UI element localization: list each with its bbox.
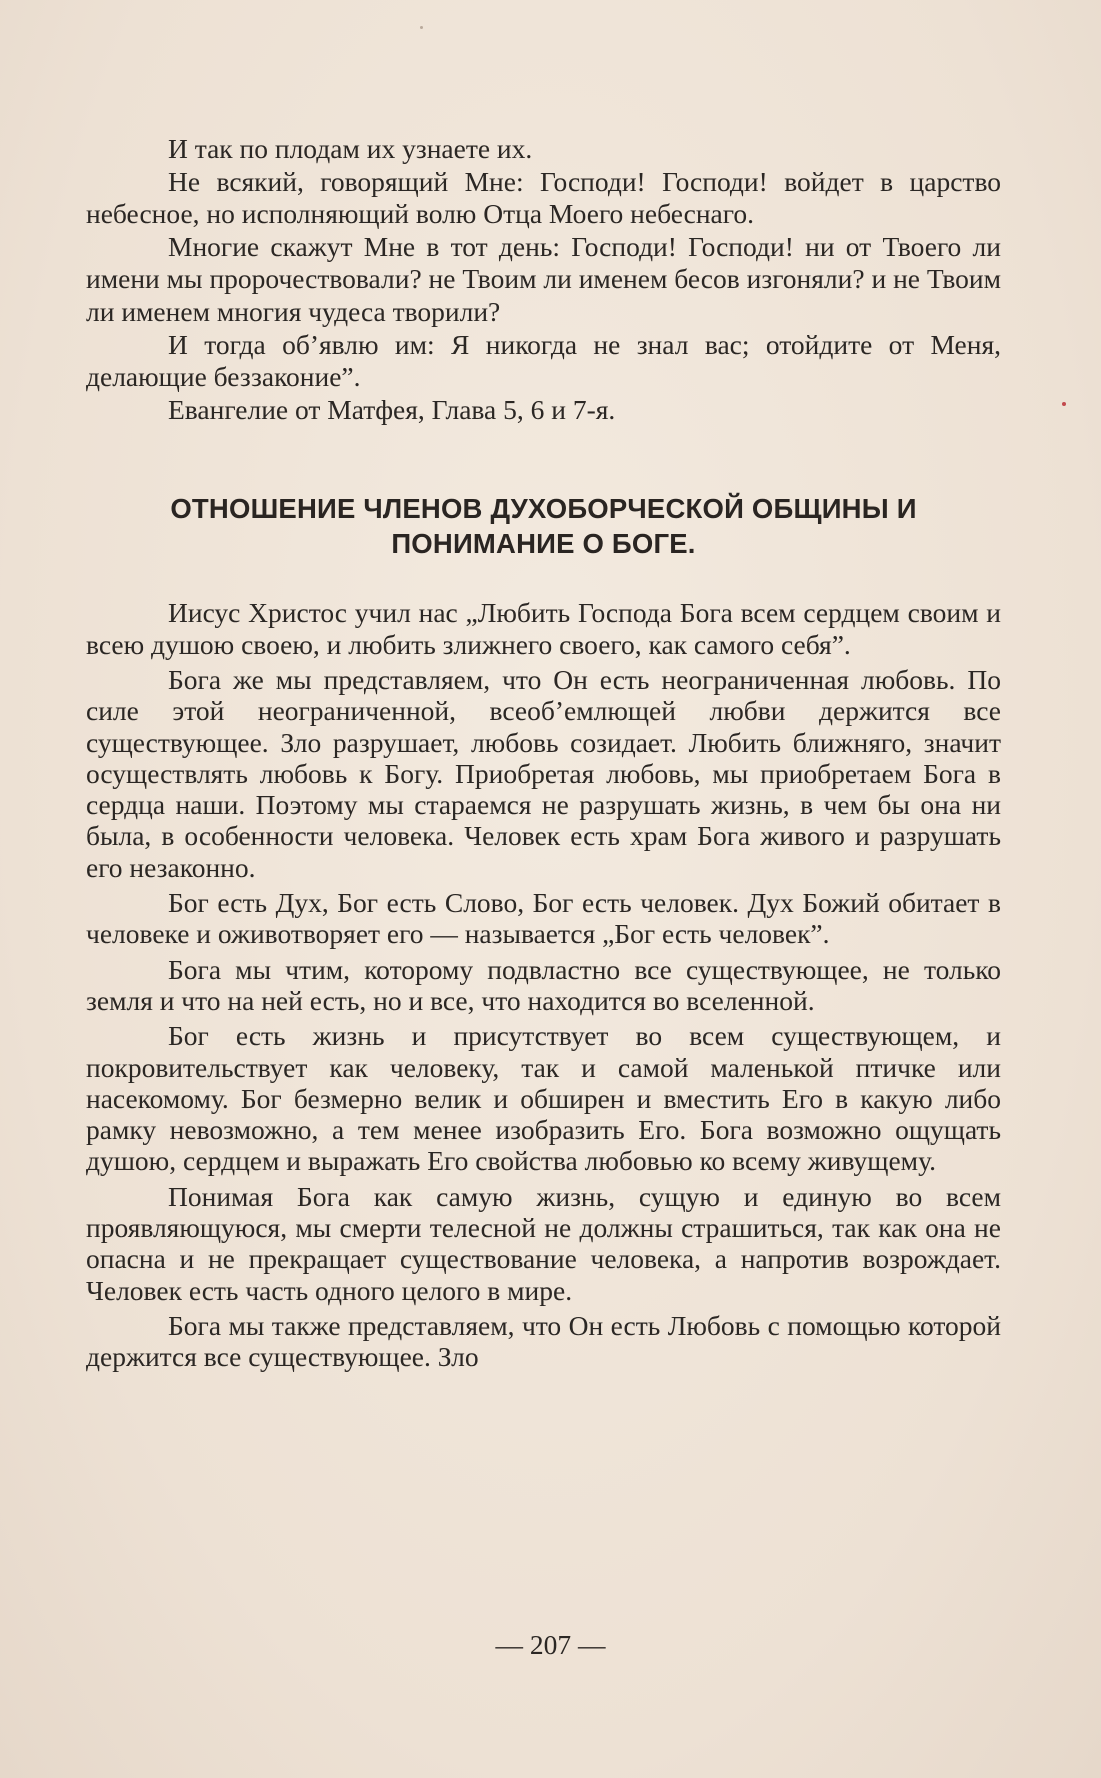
heading-line: ОТНОШЕНИЕ ЧЛЕНОВ ДУХОБОРЧЕСКОЙ ОБЩИНЫ И [170,493,917,525]
body-paragraph: Бога же мы представляем, что Он есть неограниченная любовь. По силе этой неограниченной, всеоб’емлющей любви держится все существующее. Зло разрушает, любовь созидает. Любить ближняго, значит осуществлять любовь к Богу. Приобретая любовь, мы приобретаем Бога в сердца наши. Поэтому мы стараемся не разрушать жизнь, в чем бы она ни была, в особенности человека. Человек есть храм Бога живого и разрушать его незаконно. [86,663,1001,883]
page-number: — 207 — [495,1629,606,1660]
quote-paragraph: Не всякий, говорящий Мне: Господи! Господи! войдет в царство небесное, но исполняющий волю Отца Моего небеснаго. [86,165,1001,230]
body-paragraph: Бог есть жизнь и присутствует во всем существующем, и покровительствует как человеку, так и самой маленькой птичке или насекомому. Бог безмерно велик и обширен и вместить Его в какую либо рамку невозможно, а тем менее изобразить Его. Бога возможно ощущать душою, сердцем и выражать Его свойства любовью ко всему живущему. [86,1020,1001,1177]
body-paragraph: Иисус Христос учил нас „Любить Господа Бога всем сердцем своим и всею душою своею, и любить злижнего своего, как самого себя”. [86,597,1001,660]
body-paragraph: Бог есть Дух, Бог есть Слово, Бог есть человек. Дух Божий обитает в человеке и оживотворяет его — называется „Бог есть человек”. [86,887,1001,950]
paper-speck [420,26,423,29]
quote-paragraph: И так по плодам их узнаете их. [168,133,533,164]
quote-paragraph: И тогда об’явлю им: Я никогда не знал вас; отойдите от Меня, делающие беззаконие”. [86,328,1001,393]
heading-line: ПОНИМАНИЕ О БОГЕ. [391,528,696,560]
paper-speck [1062,402,1066,406]
body-paragraph: Понимая Бога как самую жизнь, сущую и единую во всем проявляющуюся, мы смерти телесной не должны страшиться, так как она не опасна и не прекращает существование человека, а напротив возрождает. Человек есть часть одного целого в мире. [86,1180,1001,1306]
quote-paragraph: Многие скажут Мне в тот день: Господи! Господи! ни от Твоего ли имени мы пророчествовали? не Твоим ли именем бесов изгоняли? и не Твоим ли именем многия чудеса творили? [86,230,1001,327]
body-paragraph: Бога мы также представляем, что Он есть Любовь с помощью которой держится все существующее. Зло [86,1309,1001,1373]
quote-source: Евангелие от Матфея, Глава 5, 6 и 7-я. [168,393,616,425]
section-body [86,597,1001,1372]
scripture-quote [86,133,1001,394]
body-paragraph: Бога мы чтим, которому подвластно все существующее, не только земля и что на ней есть, но и все, что находится во вселенной. [86,953,1001,1016]
section-heading [86,491,1001,561]
